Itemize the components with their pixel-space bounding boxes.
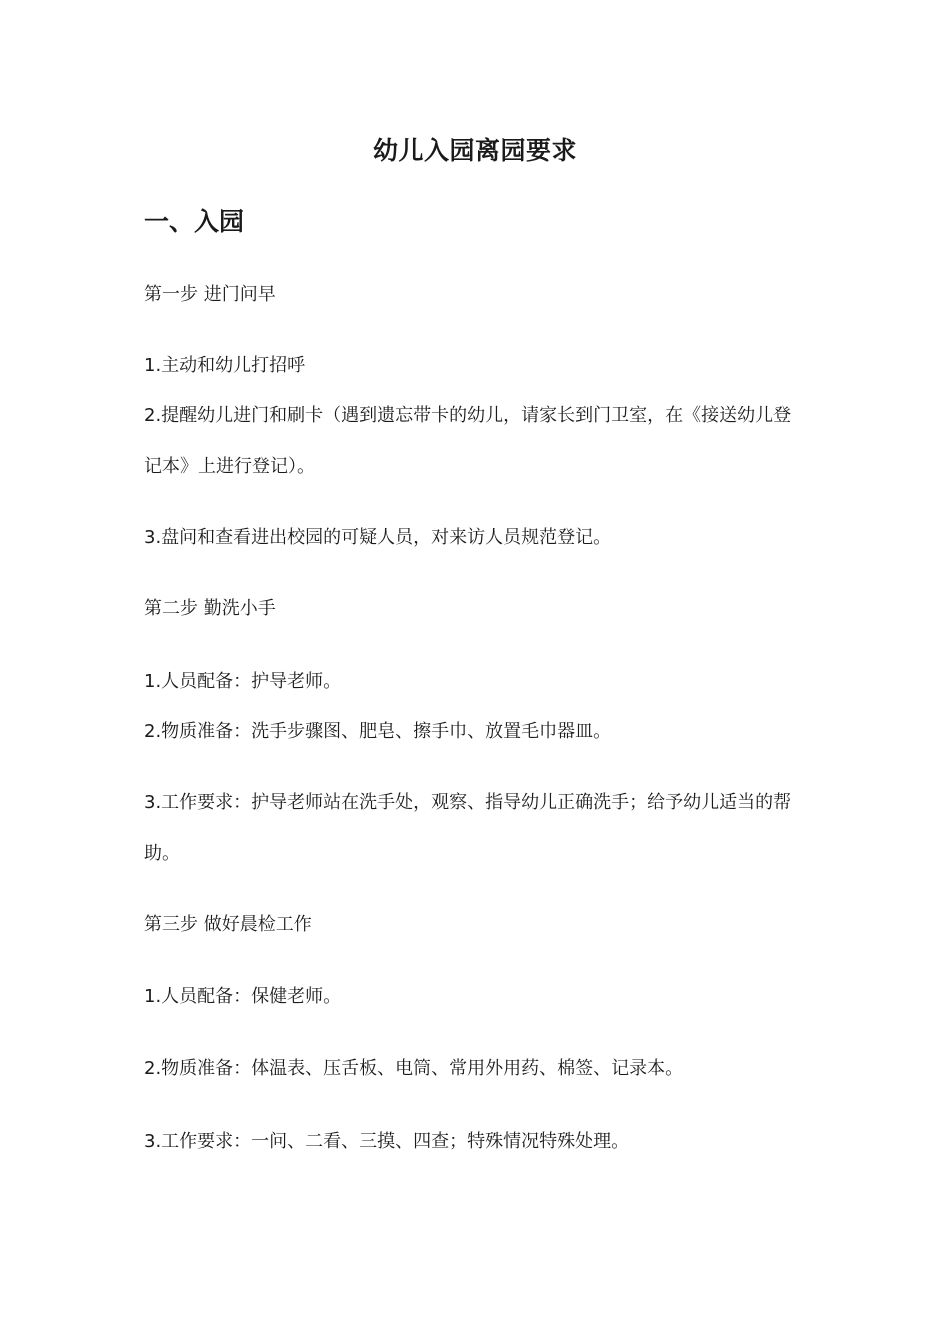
step-3-item-2: 2.物质准备：体温表、压舌板、电筒、常用外用药、棉签、记录本。 xyxy=(144,1058,684,1079)
step-heading-3: 第三步 做好晨检工作 xyxy=(144,914,312,935)
section-heading-entry: 一、入园 xyxy=(144,207,245,236)
step-2-item-2: 2.物质准备：洗手步骤图、肥皂、擦手巾、放置毛巾器皿。 xyxy=(144,721,612,742)
step-heading-1: 第一步 进门问早 xyxy=(144,284,276,305)
step-1-item-3: 3.盘问和查看进出校园的可疑人员，对来访人员规范登记。 xyxy=(144,527,612,548)
step-1-item-2-continued: 记本》上进行登记）。 xyxy=(144,456,315,477)
step-1-item-1: 1.主动和幼儿打招呼 xyxy=(144,355,306,376)
step-2-item-1: 1.人员配备：护导老师。 xyxy=(144,671,342,692)
step-3-item-1: 1.人员配备：保健老师。 xyxy=(144,986,342,1007)
step-2-item-3-continued: 助。 xyxy=(144,843,180,864)
step-heading-2: 第二步 勤洗小手 xyxy=(144,598,276,619)
step-1-item-2: 2.提醒幼儿进门和刷卡（遇到遗忘带卡的幼儿，请家长到门卫室，在《接送幼儿登 xyxy=(144,405,792,426)
step-3-item-3: 3.工作要求：一问、二看、三摸、四查；特殊情况特殊处理。 xyxy=(144,1131,630,1152)
document-title: 幼儿入园离园要求 xyxy=(372,136,577,165)
step-2-item-3: 3.工作要求：护导老师站在洗手处，观察、指导幼儿正确洗手；给予幼儿适当的帮 xyxy=(144,792,792,813)
